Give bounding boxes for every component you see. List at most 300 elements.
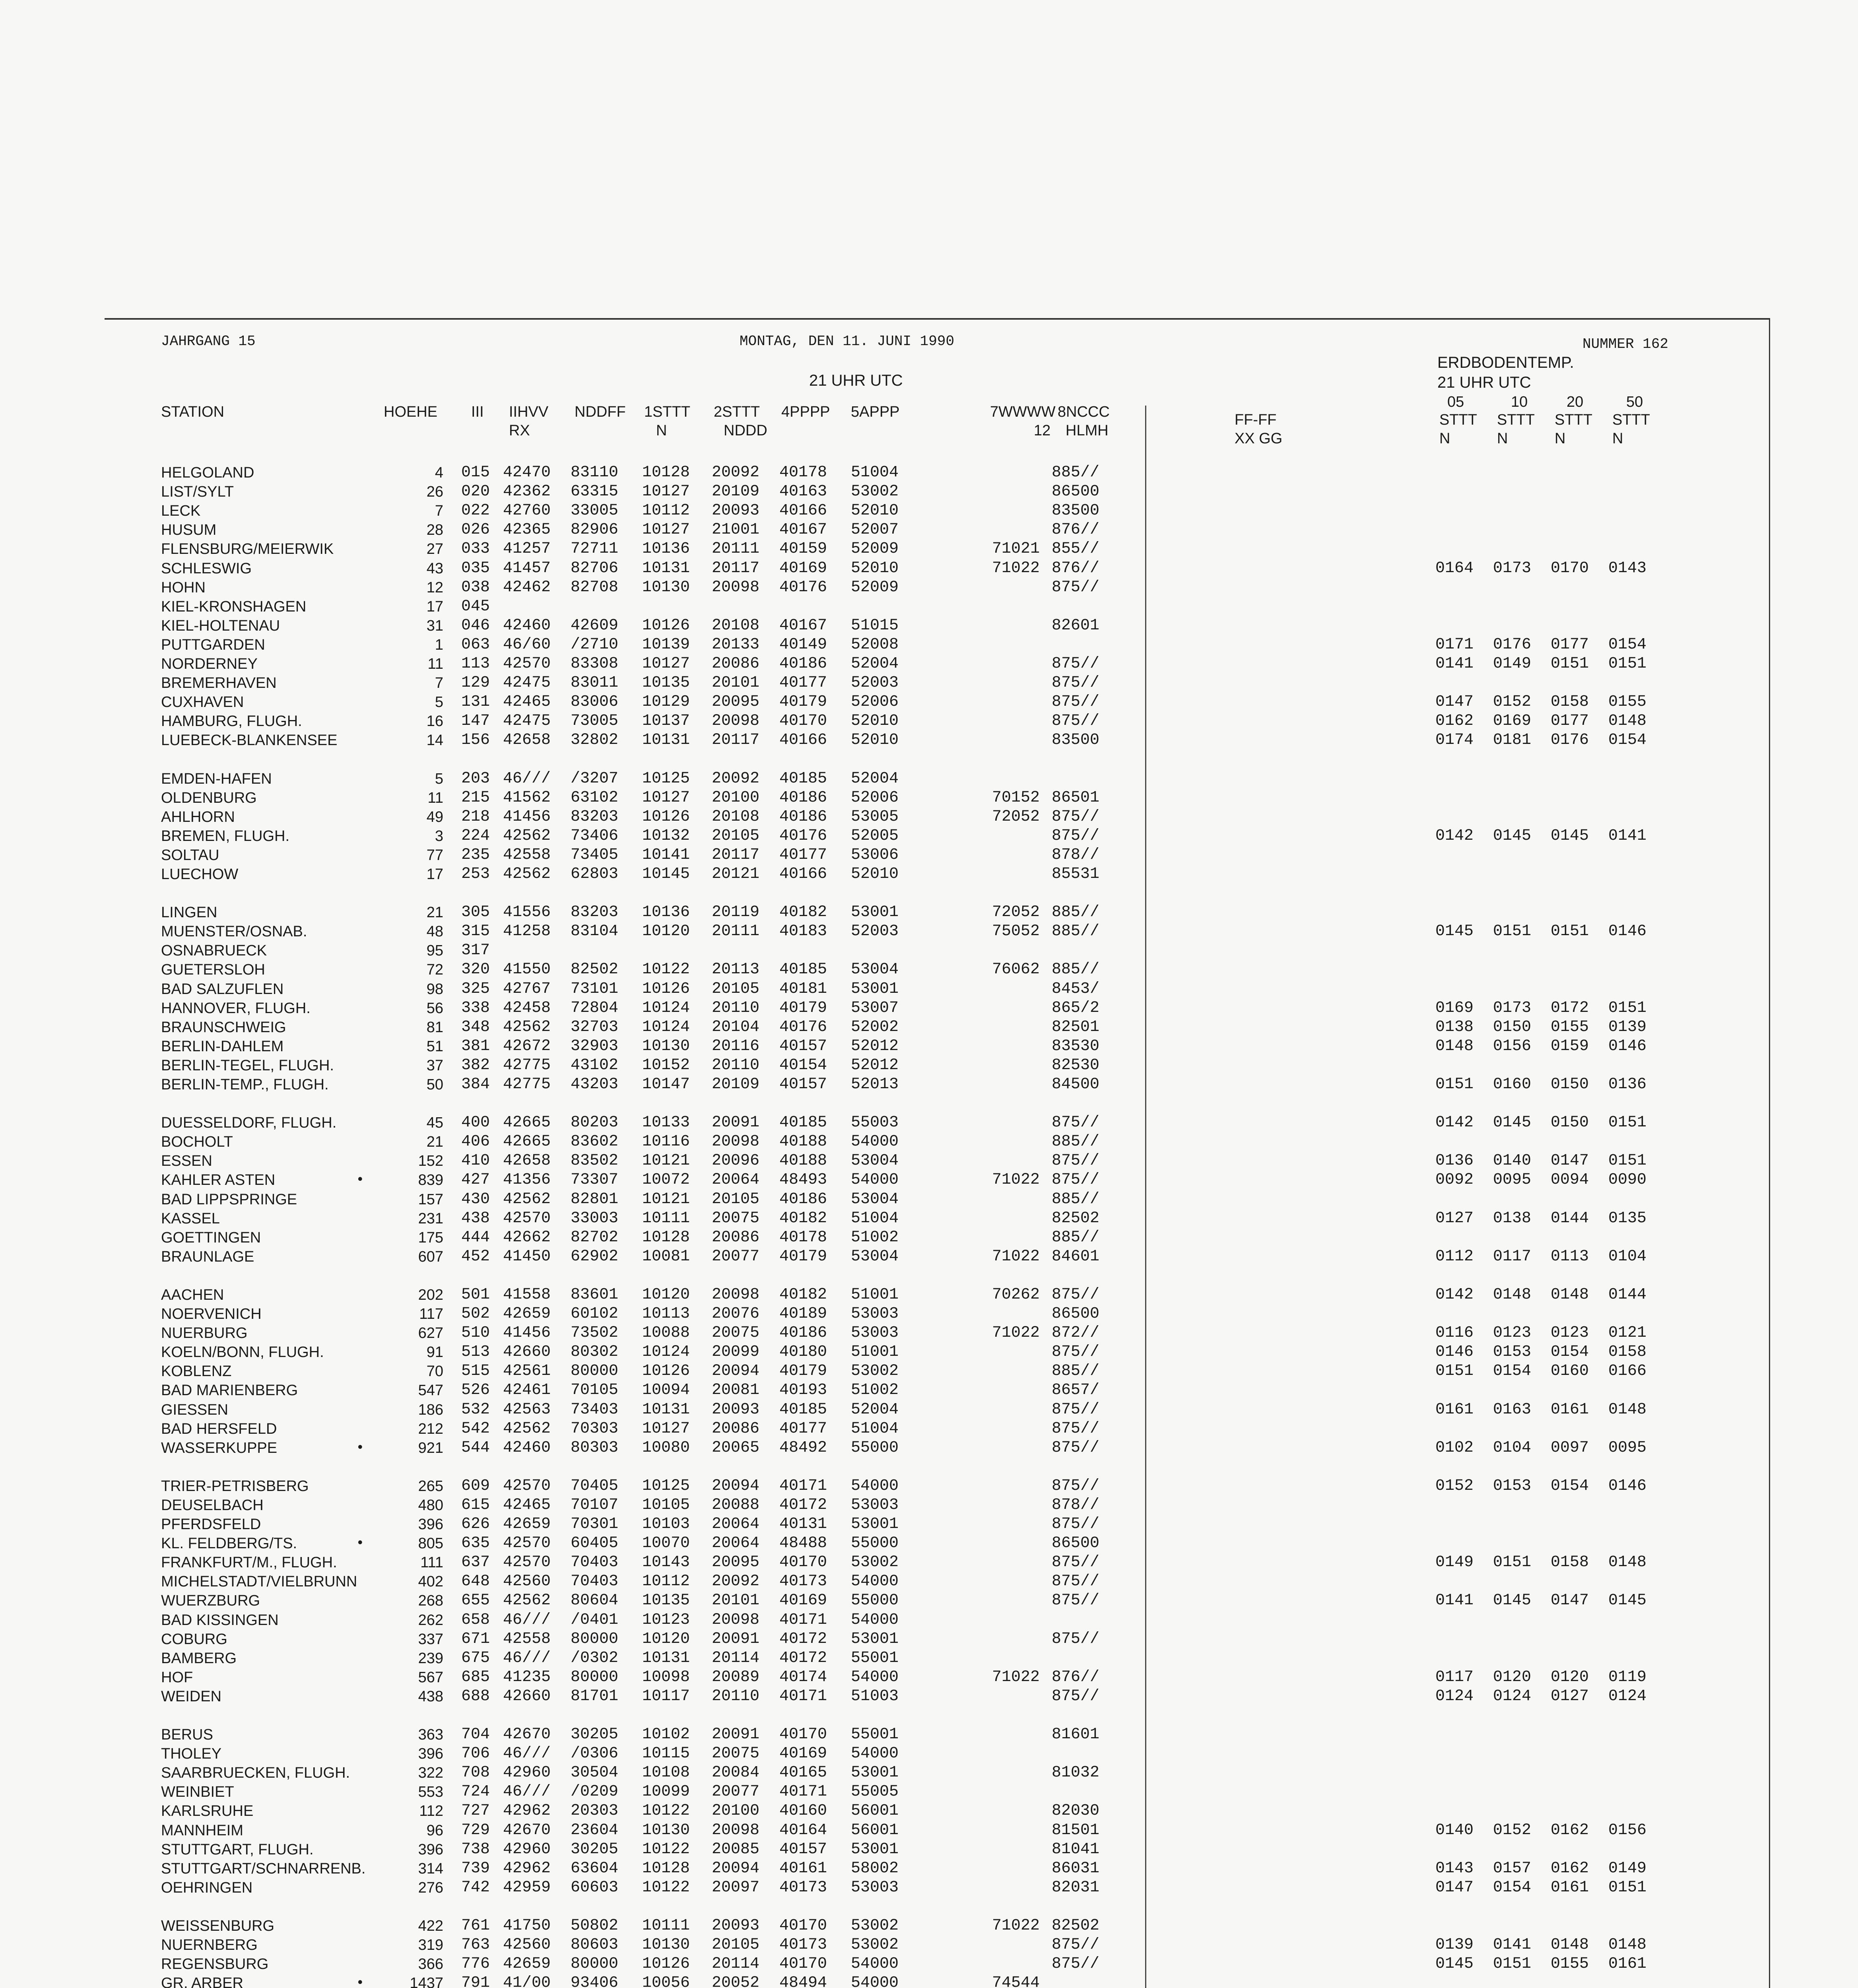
group-iihvv: 46/60 [503,635,551,654]
group-8nccc: 885// [1052,961,1100,979]
group-5appp: 52010 [851,502,899,520]
group-nddff: 30205 [571,1726,619,1743]
station-height: 805 [418,1535,443,1552]
group-1sttt: 10126 [642,980,690,998]
group-nddff: 30504 [571,1764,619,1782]
group-2sttt: 20094 [712,1477,760,1495]
station-height: 314 [418,1860,443,1877]
station-name: BERLIN-TEMP., FLUGH. [161,1076,329,1093]
station-height: 45 [426,1114,443,1132]
station-name: LINGEN [161,904,217,921]
group-5appp: 55001 [851,1649,899,1667]
station-name: BAD SALZUFLEN [161,980,284,998]
group-iihvv: 42475 [503,674,551,692]
group-2sttt: 20098 [712,1821,760,1839]
group-1sttt: 10145 [642,865,690,883]
group-7wwww: 71022 [992,559,1040,577]
soil-temp-20: 0144 [1551,1209,1589,1227]
soil-temp-10: 0138 [1493,1209,1532,1227]
group-1sttt: 10124 [642,1343,690,1361]
station-id: 317 [461,942,490,960]
group-nddff: 80303 [571,1439,619,1457]
group-1sttt: 10094 [642,1381,690,1400]
group-2sttt: 20091 [712,1726,760,1743]
group-1sttt: 10127 [642,655,690,673]
group-2sttt: 20064 [712,1534,760,1553]
station-id: 648 [461,1573,490,1591]
station-name: NUERBURG [161,1325,248,1342]
height-header: HOEHE [384,404,438,420]
group-iihvv: 42365 [503,521,551,539]
soil-temp-10: 0104 [1493,1439,1532,1457]
group-nddff: 62902 [571,1247,619,1266]
group-nddff: /0401 [571,1611,619,1629]
group-2sttt: 20065 [712,1439,760,1457]
soil-temp-5: 0092 [1435,1171,1474,1189]
group-1sttt: 10120 [642,922,690,941]
station-id: 224 [461,827,490,845]
group-4pppp: 48492 [779,1439,827,1457]
station-height: 43 [426,560,443,577]
group-5appp: 51001 [851,1343,899,1361]
group-iihvv: 42665 [503,1133,551,1151]
group-4pppp: 40171 [779,1611,827,1629]
group-1sttt: 10126 [642,1362,690,1380]
group-5appp: 51015 [851,616,899,635]
group-2sttt: 20104 [712,1018,760,1036]
group-2sttt: 20110 [712,1056,760,1074]
n8-subheader: HLMH [1066,422,1109,439]
group-4pppp: 40157 [779,1840,827,1858]
station-id: 203 [461,769,490,788]
group-5appp: 55001 [851,1726,899,1743]
soil-temp-5: 0116 [1435,1324,1474,1342]
station-id: 305 [461,903,490,922]
group-2sttt: 20081 [712,1381,760,1400]
station-height: 21 [426,904,443,921]
group-2sttt: 20099 [712,1343,760,1361]
group-1sttt: 10136 [642,540,690,558]
group-7wwww: 72052 [992,808,1040,826]
soil-temp-10: 0181 [1493,731,1532,749]
station-height: 567 [418,1669,443,1686]
soil-temp-20: 0127 [1551,1687,1589,1705]
station-name: REGENSBURG [161,1956,269,1973]
group-4pppp: 40169 [779,1745,827,1763]
group-nddff: 80000 [571,1362,619,1380]
station-height: 4 [435,464,443,481]
soil-temp-5: 0112 [1435,1247,1474,1266]
group-7wwww: 70262 [992,1285,1040,1304]
soil-temp-5: 0169 [1435,999,1474,1017]
station-id: 544 [461,1439,490,1457]
group-8nccc: 85531 [1052,865,1100,883]
station-name: LUECHOW [161,866,239,883]
group-7wwww: 71022 [992,1668,1040,1686]
group-nddff: 23604 [571,1821,619,1839]
group-nddff: 70303 [571,1419,619,1438]
station-height: 152 [418,1153,443,1170]
soil-temp-10: 0123 [1493,1324,1532,1342]
group-1sttt: 10112 [642,1573,690,1591]
group-2sttt: 21001 [712,521,760,539]
w7-subheader: 12 [1034,422,1051,439]
soil-temp-10: 0154 [1493,1362,1532,1380]
station-name: THOLEY [161,1745,222,1763]
group-iihvv: 41235 [503,1668,551,1686]
soil-temp-50: 0151 [1608,655,1647,673]
station-name: GOETTINGEN [161,1229,261,1246]
group-nddff: 70405 [571,1477,619,1495]
group-nddff: 93406 [571,1974,619,1988]
group-4pppp: 40185 [779,961,827,979]
group-5appp: 53004 [851,961,899,979]
group-5appp: 52004 [851,655,899,673]
group-2sttt: 20121 [712,865,760,883]
group-iihvv: 41457 [503,559,551,577]
group-4pppp: 40170 [779,1916,827,1935]
group-nddff: 70403 [571,1553,619,1572]
iihvv-header: IIHVV [509,404,549,420]
soil-temp-50: 0149 [1608,1859,1647,1877]
group-4pppp: 40167 [779,521,827,539]
station-height: 175 [418,1229,443,1246]
soil-temp-20: 0155 [1551,1955,1589,1973]
group-nddff: 73502 [571,1324,619,1342]
group-2sttt: 20111 [712,540,760,558]
group-4pppp: 40172 [779,1496,827,1514]
group-2sttt: 20101 [712,1592,760,1610]
station-height: 186 [418,1401,443,1418]
group-8nccc: 885// [1052,1133,1100,1151]
group-iihvv: 42570 [503,1553,551,1572]
group-5appp: 53001 [851,903,899,922]
group-5appp: 54000 [851,1171,899,1189]
group-iihvv: 41750 [503,1916,551,1935]
group-iihvv: 41562 [503,788,551,807]
group-4pppp: 40160 [779,1802,827,1820]
station-name: PFERDSFELD [161,1516,261,1533]
group-nddff: 73406 [571,827,619,845]
station-id: 510 [461,1324,490,1342]
station-name: GR. ARBER [161,1975,243,1988]
station-height: 212 [418,1420,443,1437]
group-7wwww: 72052 [992,903,1040,922]
soil-temp-20: 0150 [1551,1114,1589,1132]
station-id: 438 [461,1209,490,1227]
soil-temp-50: 0148 [1608,1936,1647,1954]
group-nddff: 73403 [571,1400,619,1419]
group-1sttt: 10126 [642,616,690,635]
group-5appp: 55000 [851,1592,899,1610]
station-height: 319 [418,1937,443,1953]
group-1sttt: 10152 [642,1056,690,1074]
group-5appp: 51004 [851,1209,899,1227]
group-2sttt: 20064 [712,1515,760,1533]
soil-temp-5: 0124 [1435,1687,1474,1705]
group-iihvv: 42470 [503,464,551,481]
group-5appp: 54000 [851,1668,899,1686]
group-2sttt: 20117 [712,731,760,749]
group-iihvv: 42460 [503,616,551,635]
group-4pppp: 40178 [779,1228,827,1246]
group-4pppp: 40157 [779,1037,827,1055]
station-height: 17 [426,598,443,615]
group-4pppp: 40186 [779,788,827,807]
group-nddff: 32903 [571,1037,619,1055]
soil-temp-20: 0160 [1551,1362,1589,1380]
group-5appp: 55005 [851,1783,899,1801]
station-name: EMDEN-HAFEN [161,770,272,787]
station-id: 685 [461,1668,490,1686]
group-iihvv: 42670 [503,1726,551,1743]
group-2sttt: 20089 [712,1668,760,1686]
station-id: 147 [461,712,490,730]
group-8nccc: 875// [1052,1171,1100,1189]
stttn-header-2: STTT [1497,412,1535,428]
group-nddff: 83203 [571,808,619,826]
group-4pppp: 40172 [779,1649,827,1667]
station-name: BERLIN-DAHLEM [161,1038,284,1055]
soil-temp-5: 0141 [1435,1592,1474,1610]
soil-temp-5: 0151 [1435,1362,1474,1380]
station-height: 16 [426,713,443,730]
soil-temp-20: 0113 [1551,1247,1589,1266]
group-5appp: 53003 [851,1324,899,1342]
soil-temp-5: 0146 [1435,1343,1474,1361]
group-8nccc: 83500 [1052,502,1100,520]
group-iihvv: 46/// [503,769,551,788]
station-height: 72 [426,961,443,978]
soil-temp-10: 0160 [1493,1076,1532,1093]
group-2sttt: 20098 [712,1285,760,1304]
soil-temp-10: 0149 [1493,655,1532,673]
station-id: 688 [461,1687,490,1705]
station-name: AACHEN [161,1286,224,1303]
soil-temp-10: 0169 [1493,712,1532,730]
group-5appp: 52008 [851,635,899,654]
station-name: NOERVENICH [161,1306,262,1322]
soil-temp-20: 0161 [1551,1400,1589,1419]
group-2sttt: 20119 [712,903,760,922]
soil-temp-5: 0140 [1435,1821,1474,1839]
station-id: 706 [461,1745,490,1763]
group-8nccc: 875// [1052,1400,1100,1419]
soil-temp-10: 0173 [1493,999,1532,1017]
group-8nccc: 875// [1052,1553,1100,1572]
station-height: 51 [426,1038,443,1055]
station-name: HOHN [161,579,206,596]
station-name: WEISSENBURG [161,1917,275,1934]
group-8nccc: 83500 [1052,731,1100,749]
soil-temp-20: 0151 [1551,655,1589,673]
group-1sttt: 10130 [642,1821,690,1839]
group-1sttt: 10056 [642,1974,690,1988]
group-5appp: 51001 [851,1285,899,1304]
group-1sttt: 10128 [642,1859,690,1877]
soil-temp-5: 0147 [1435,1878,1474,1897]
group-iihvv: 42460 [503,1439,551,1457]
soil-temp-10: 0140 [1493,1152,1532,1170]
station-name: BRAUNSCHWEIG [161,1019,286,1036]
station-height: 627 [418,1325,443,1342]
station-height: 202 [418,1286,443,1303]
group-nddff: 50802 [571,1916,619,1935]
group-1sttt: 10129 [642,693,690,711]
soil-temp-50: 0104 [1608,1247,1647,1266]
group-iihvv: 46/// [503,1649,551,1667]
station-height: 70 [426,1363,443,1380]
group-iihvv: 42562 [503,1018,551,1036]
station-height: 49 [426,808,443,825]
station-name: HUSUM [161,522,217,539]
soil-temp-5: 0161 [1435,1400,1474,1419]
w7-header: 7WWWW [990,404,1056,420]
group-4pppp: 40176 [779,1018,827,1036]
station-height: 3 [435,827,443,845]
group-5appp: 54000 [851,1745,899,1763]
n-header-4: N [1612,430,1623,447]
group-nddff: 62803 [571,865,619,883]
group-8nccc: 84601 [1052,1247,1100,1266]
stt2-subheader: NDDD [724,422,767,439]
station-id: 381 [461,1037,490,1055]
group-4pppp: 40171 [779,1783,827,1801]
station-name: HAMBURG, FLUGH. [161,713,302,730]
station-height: 607 [418,1248,443,1265]
station-name: KOBLENZ [161,1363,232,1380]
soil-temp-10: 0152 [1493,693,1532,711]
station-name: BERUS [161,1726,213,1743]
group-7wwww: 76062 [992,961,1040,979]
group-5appp: 52006 [851,788,899,807]
group-2sttt: 20096 [712,1152,760,1170]
group-2sttt: 20093 [712,1400,760,1419]
group-nddff: 73405 [571,846,619,864]
group-2sttt: 20117 [712,846,760,864]
station-id: 791 [461,1974,490,1988]
group-4pppp: 40169 [779,1592,827,1610]
group-8nccc: 875// [1052,1477,1100,1495]
group-5appp: 54000 [851,1477,899,1495]
group-1sttt: 10132 [642,827,690,845]
group-5appp: 52012 [851,1056,899,1074]
group-nddff: 33003 [571,1209,619,1227]
soil-temp-50: 0156 [1608,1821,1647,1839]
station-height: 11 [427,789,443,806]
soil-temp-10: 0151 [1493,1553,1532,1572]
group-2sttt: 20114 [712,1955,760,1973]
group-iihvv: 41258 [503,922,551,941]
soil-temp-10: 0152 [1493,1821,1532,1839]
station-id: 129 [461,674,490,692]
station-id: 671 [461,1630,490,1648]
group-2sttt: 20117 [712,559,760,577]
group-1sttt: 10120 [642,1285,690,1304]
group-iihvv: 42665 [503,1114,551,1132]
soil-temp-20: 0161 [1551,1878,1589,1897]
soil-temp-5: 0162 [1435,712,1474,730]
soil-temp-20: 0097 [1551,1439,1589,1457]
station-id: 022 [461,502,490,520]
group-2sttt: 20098 [712,712,760,730]
group-nddff: 73307 [571,1171,619,1189]
group-1sttt: 10131 [642,1400,690,1419]
station-name: DEUSELBACH [161,1497,264,1514]
ff-header: FF-FF [1235,412,1277,428]
group-4pppp: 40182 [779,903,827,922]
station-id: 113 [461,655,490,673]
group-1sttt: 10111 [642,1209,690,1227]
group-nddff: 72804 [571,999,619,1017]
soil-temp-5: 0151 [1435,1076,1474,1093]
group-nddff: 83011 [571,674,619,692]
soil-temp-20: 0120 [1551,1668,1589,1686]
group-1sttt: 10131 [642,1649,690,1667]
group-4pppp: 40164 [779,1821,827,1839]
group-5appp: 55003 [851,1114,899,1132]
station-id: 033 [461,540,490,558]
group-8nccc: 872// [1052,1324,1100,1342]
group-2sttt: 20098 [712,578,760,596]
station-name: STUTTGART, FLUGH. [161,1841,314,1858]
soil-temp-20: 0170 [1551,559,1589,577]
group-1sttt: 10081 [642,1247,690,1266]
group-1sttt: 10130 [642,1936,690,1954]
group-nddff: 60102 [571,1305,619,1323]
group-8nccc: 83530 [1052,1037,1100,1055]
group-nddff: /2710 [571,635,619,654]
soil-temp-20: 0145 [1551,827,1589,845]
station-height: 157 [418,1191,443,1208]
station-height: 276 [418,1879,443,1896]
station-height: 81 [426,1019,443,1036]
station-id: 325 [461,980,490,998]
group-nddff: 80603 [571,1936,619,1954]
station-name: KIEL-KRONSHAGEN [161,598,307,615]
station-height: 422 [418,1917,443,1934]
mountain-marker: • [356,1535,365,1552]
group-4pppp: 40166 [779,731,827,749]
soil-temp-5: 0141 [1435,655,1474,673]
group-8nccc: 875// [1052,578,1100,596]
group-5appp: 53004 [851,1190,899,1208]
soil-temp-50: 0151 [1608,1114,1647,1132]
station-height: 31 [426,617,443,634]
group-5appp: 56001 [851,1821,899,1839]
group-5appp: 51002 [851,1228,899,1246]
stt2-header: 2STTT [714,404,760,420]
soil-temp-50: 0154 [1608,635,1647,654]
group-4pppp: 40179 [779,999,827,1017]
group-8nccc: 875// [1052,1687,1100,1705]
group-nddff: 83110 [571,464,619,481]
station-name: BOCHOLT [161,1134,233,1151]
group-2sttt: 20105 [712,1936,760,1954]
group-nddff: 73101 [571,980,619,998]
station-name: BAD KISSINGEN [161,1611,279,1629]
soil-temp-50: 0148 [1608,1400,1647,1419]
group-2sttt: 20133 [712,635,760,654]
group-4pppp: 40185 [779,769,827,788]
group-1sttt: 10136 [642,903,690,922]
station-name: NUERNBERG [161,1937,258,1953]
group-2sttt: 20095 [712,693,760,711]
group-iihvv: 41558 [503,1285,551,1304]
station-id: 038 [461,578,490,596]
station-header: STATION [161,404,225,420]
station-id: 235 [461,846,490,864]
